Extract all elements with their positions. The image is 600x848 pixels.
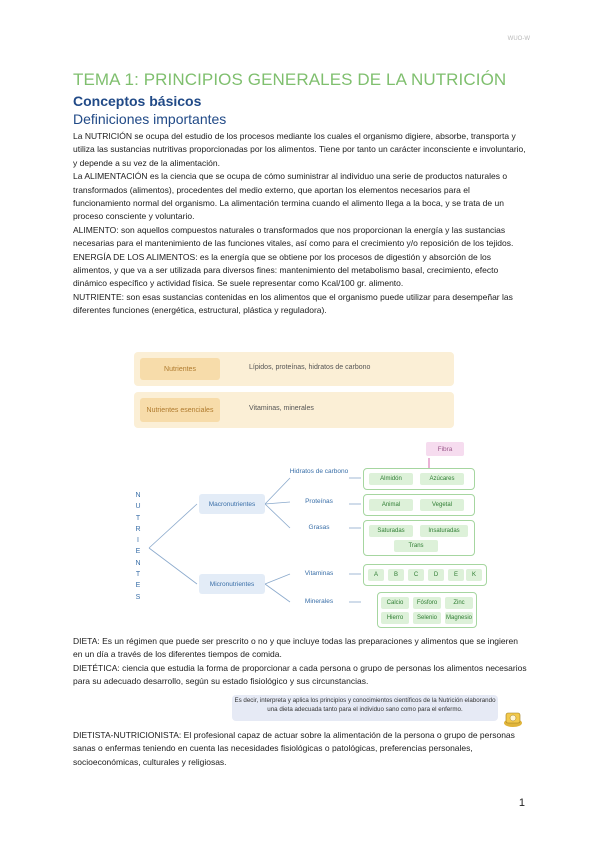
item-saturadas: Saturadas <box>369 525 413 537</box>
item-azucares: Azúcares <box>420 473 464 485</box>
page-title: TEMA 1: PRINCIPIOS GENERALES DE LA NUTRICIÓN <box>73 70 507 89</box>
item-almidon: Almidón <box>369 473 413 485</box>
item-vit-d: D <box>428 569 444 581</box>
item-magnesio: Magnesio <box>445 612 473 624</box>
cat-minerales: Minerales <box>304 598 334 605</box>
section-heading: Definiciones importantes <box>73 111 227 127</box>
definition-nutriente: NUTRIENTE: son esas sustancias contenidas en los alimentos que el organismo puede utilizar para desempeñar las diferentes funciones (energética, estructural, plástica y reguladora). <box>73 291 513 316</box>
item-vit-k: K <box>466 569 482 581</box>
subtitle: Conceptos básicos <box>73 93 202 109</box>
item-vit-b: B <box>388 569 404 581</box>
definition-nutricion: La NUTRICIÓN se ocupa del estudio de los procesos mediante los cuales el organismo digiere, absorbe, transporta y utiliza las sustancias nutritivas proporcionadas por los alimentos. Tiene por tanto un carácter inconsciente e involuntario, y depende a su vez de la alimentación. <box>73 131 526 168</box>
item-animal: Animal <box>369 499 413 511</box>
essential-nutrients-box <box>134 392 454 428</box>
fibra-tag: Fibra <box>426 442 464 456</box>
definition-dietetica: DIETÉTICA: ciencia que estudia la forma de proporcionar a cada persona o grupo de personas los alimentos necesarios para su adecuado desarrollo, según su estado fisiológico y sus circunstancias. <box>73 662 527 687</box>
essential-nutrients-label: Nutrientes esenciales <box>140 398 220 422</box>
minerales-box <box>377 592 477 628</box>
item-fosforo: Fósforo <box>413 597 441 609</box>
definition-dietista: DIETISTA-NUTRICIONISTA: El profesional capaz de actuar sobre la alimentación de la persona o grupo de personas sanas o enfermas teniendo en cuenta las necesidades fisiológicas o patológicas, preferencias personales, socioeconómicas, culturales y religiosas. <box>73 730 515 767</box>
item-hierro: Hierro <box>381 612 409 624</box>
nutrients-box <box>134 352 454 386</box>
definition-alimento: ALIMENTO: son aquellos compuestos naturales o transformados que nos proporcionan la energía y las sustancias necesarias para el mantenimiento de las funciones vitales, así como para el crecimiento y/o reposición de los tejidos. <box>73 224 514 249</box>
proteinas-box <box>363 494 475 516</box>
item-vegetal: Vegetal <box>420 499 464 511</box>
scale-icon <box>502 708 524 728</box>
item-insaturadas: Insaturadas <box>420 525 468 537</box>
nutrientes-vertical-label: N U T R I E N T E S <box>135 492 141 601</box>
hidratos-box <box>363 468 475 490</box>
definition-alimentacion: La ALIMENTACIÓN es la ciencia que se ocupa de cómo suministrar al individuo una serie de productos naturales o transformados (alimentos), procedentes del medio externo, que aportan los elementos necesarios para el funcionamiento normal del organismo. La alimentación termina cuando el alimento llega a la boca, y se trata de un proceso consciente y voluntario. <box>73 171 508 222</box>
cat-hidratos: Hidratos de carbono <box>289 468 349 475</box>
watermark: WUO-W <box>507 36 530 42</box>
item-calcio: Calcio <box>381 597 409 609</box>
nutrients-text: Lípidos, proteínas, hidratos de carbono <box>249 364 371 371</box>
page-number: 1 <box>518 797 525 809</box>
vitaminas-box <box>363 564 487 586</box>
item-vit-e: E <box>448 569 464 581</box>
dieta-block <box>73 635 528 689</box>
item-zinc: Zinc <box>445 597 473 609</box>
cat-vitaminas: Vitaminas <box>304 570 334 577</box>
essential-nutrients-text: Vitaminas, minerales <box>249 405 314 412</box>
definition-dieta: DIETA: Es un régimen que puede ser prescrito o no y que incluye todas las preparaciones y alimentos que se ingieren en un día a través de los diferentes tiempos de comida. <box>73 636 518 660</box>
item-vit-a: A <box>368 569 384 581</box>
definition-energia: ENERGÍA DE LOS ALIMENTOS: es la energía que se obtiene por los procesos de digestión y absorción de los alimentos, y que va a ser utilizada para diversos fines: mantenimiento del metabolismo basal, crecimiento, efecto dinámico específico y actividad física. Se suele representar como Kcal/100 gr. alimento. <box>73 251 499 289</box>
item-trans: Trans <box>394 540 438 552</box>
callout-note: Es decir, interpreta y aplica los principios y conocimientos científicos de la Nutrición elaborando una dieta adecuada tanto para el individuo sano como para el enfermo. <box>232 695 498 721</box>
item-selenio: Selenio <box>413 612 441 624</box>
cat-grasas: Grasas <box>308 524 330 531</box>
nutrients-label: Nutrientes <box>140 358 220 380</box>
macronutrientes-node: Macronutrientes <box>199 494 265 514</box>
dietista-block <box>73 729 528 769</box>
item-vit-c: C <box>408 569 424 581</box>
cat-proteinas: Proteínas <box>305 498 333 505</box>
micronutrientes-node: Micronutrientes <box>199 574 265 594</box>
grasas-box <box>363 520 475 556</box>
nutrient-diagram <box>125 438 485 628</box>
definitions-block <box>73 130 528 318</box>
